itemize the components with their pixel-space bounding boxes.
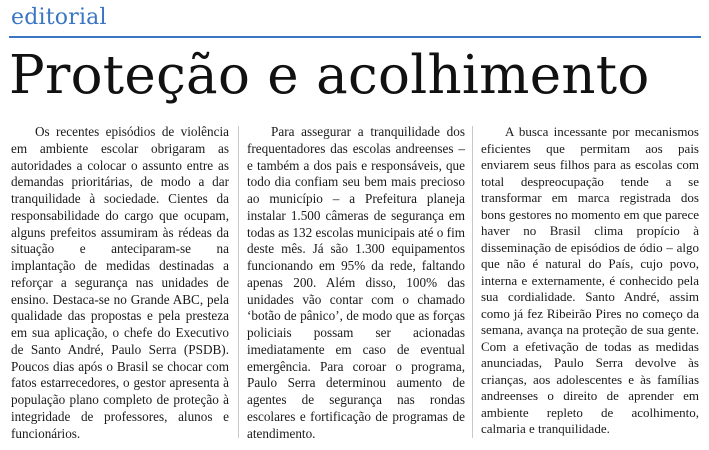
- article-column-3: [481, 124, 699, 438]
- headline: Proteção e acolhimento: [9, 45, 650, 106]
- article-column-1: [11, 124, 229, 443]
- section-rule: [9, 36, 701, 38]
- column-divider: [238, 126, 239, 438]
- section-label: editorial: [11, 5, 107, 30]
- paragraph: Os recentes episódios de violência em ambiente escolar obrigaram as autoridades a colocar o assunto entre as demandas prioritárias, de modo a dar tranquilidade à sociedade. Cientes da responsabilidade do cargo que ocupam, alguns prefeitos assumiram às rédeas da situação e anteciparam-se na implantação de medidas destinadas a reforçar a segurança nas unidades de ensino. Destaca-se no Grande ABC, pela qualidade das propostas e pela presteza em sua aplicação, o chefe do Executivo de Santo André, Paulo Serra (PSDB). Poucos dias após o Brasil se chocar com fatos estarrecedores, o gestor apresenta à população plano completo de proteção à integridade de professores, alunos e funcionários.: [11, 124, 229, 441]
- article-column-2: [247, 124, 465, 443]
- paragraph: A busca incessante por mecanismos eficientes que permitam aos pais enviarem seus filhos para as escolas com total despreocupação tende a se transformar em marca registrada dos bons gestores no momento em que parece haver no Brasil clima propício à disseminação de episódios de ódio – algo que não é natural do País, cujo povo, interna e externamente, é conhecido pela sua cordialidade. Santo André, assim como já fez Ribeirão Pires no começo da semana, avança na proteção de sua gente. Com a efetivação de todas as medidas anunciadas, Paulo Serra devolve às crianças, aos adolescentes e às famílias andreenses o direito de aprender em ambiente repleto de acolhimento, calmaria e tranquilidade.: [481, 124, 699, 437]
- column-divider: [472, 126, 473, 438]
- paragraph: Para assegurar a tranquilidade dos frequentadores das escolas andreenses – e também a dos pais e responsáveis, que todo dia confiam seu bem mais precioso ao município – a Prefeitura planeja instalar 1.500 câmeras de segurança em todas as 132 escolas municipais até o fim deste mês. Já são 1.300 equipamentos funcionando em 95% da rede, faltando apenas 200. Além disso, 100% das unidades vão contar com o chamado ‘botão de pânico’, de modo que as forças policiais possam ser acionadas imediatamente em caso de eventual emergência. Para coroar o programa, Paulo Serra determinou aumento de agentes de segurança nas rondas escolares e fortificação de programas de atendimento.: [247, 124, 465, 441]
